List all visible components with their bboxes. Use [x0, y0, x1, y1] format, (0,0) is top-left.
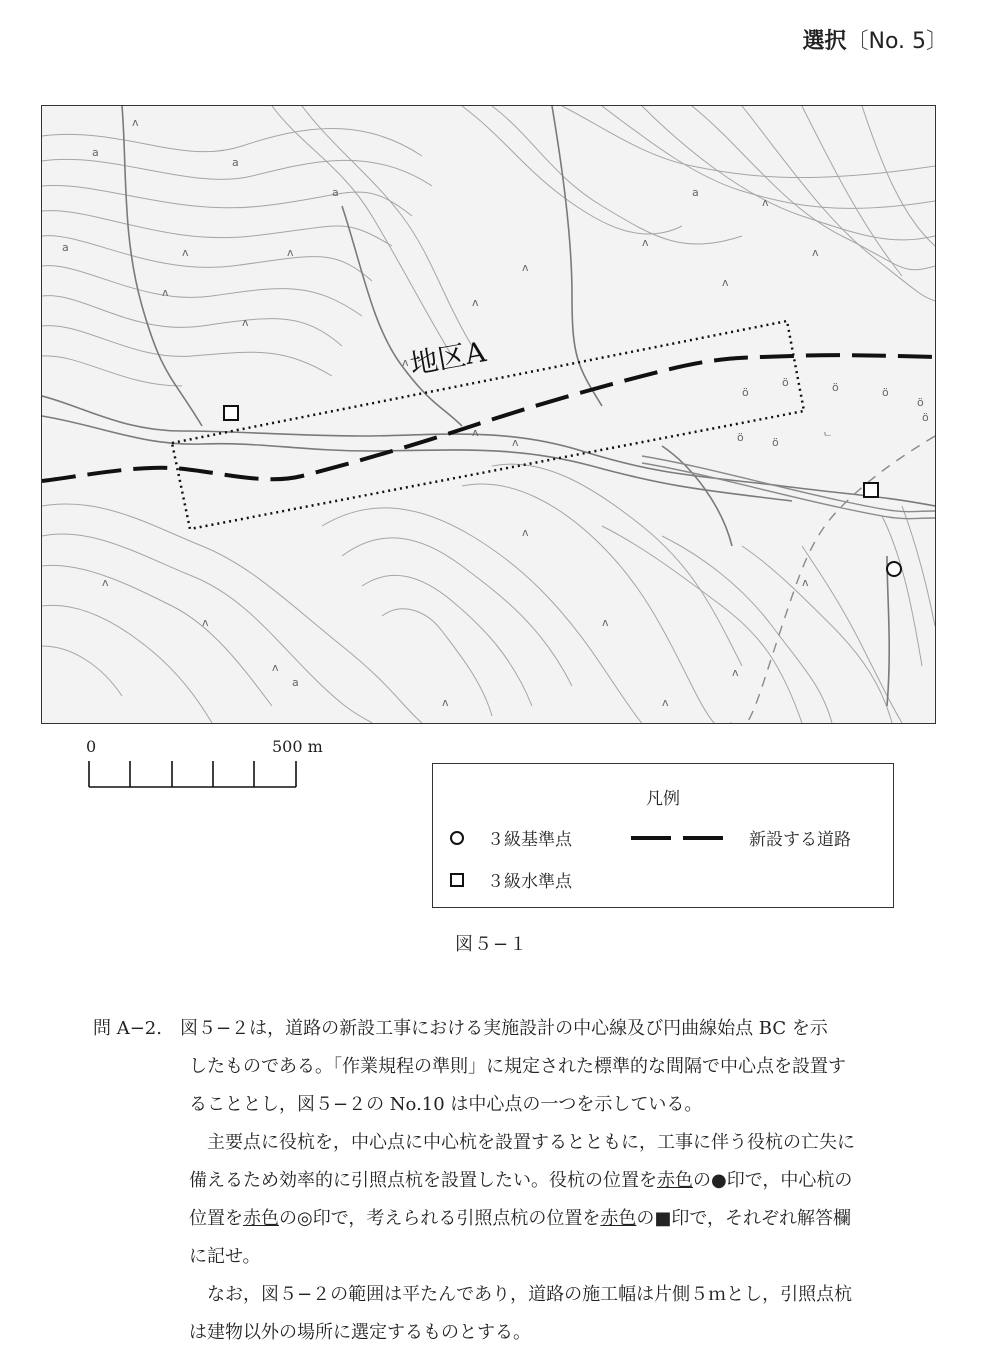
level-benchmark-square-icon [864, 483, 878, 497]
legend-item-new-road [631, 825, 851, 850]
svg-text:ʌ: ʌ [162, 286, 169, 299]
question-para3-line1: なお，図５−２の範囲は平たんであり，道路の施工幅は片側５ｍとし，引照点杭 [207, 1284, 853, 1305]
level-benchmark-square-icon [224, 406, 238, 420]
svg-text:ʌ: ʌ [182, 246, 189, 259]
svg-text:ö: ö [832, 381, 839, 394]
svg-text:ʌ: ʌ [287, 246, 294, 259]
svg-text:ʌ: ʌ [442, 696, 449, 709]
map-drawing [42, 106, 935, 723]
question-text [93, 1010, 973, 1352]
question-para2-line2: 備えるため効率的に引照点杭を設置したい。役杭の位置を赤色の●印で，中心杭の [189, 1170, 853, 1191]
question-line-3: ることとし，図５−２の No.10 は中心点の一つを示している。 [189, 1094, 703, 1115]
svg-text:a: a [92, 146, 99, 159]
legend-item-level-benchmark [449, 867, 572, 892]
question-para2-line4: に記せ。 [189, 1246, 261, 1267]
topographic-map [41, 105, 936, 724]
question-line-2: したものである。「作業規程の準則」に規定された標準的な間隔で中心点を設置す [189, 1056, 846, 1077]
header-prefix: 選択 [802, 29, 847, 54]
svg-text:ʌ: ʌ [472, 426, 479, 439]
svg-text:a: a [232, 156, 239, 169]
legend-item-control-point [449, 825, 572, 850]
square-icon [449, 872, 465, 888]
scale-bar [86, 737, 326, 797]
svg-text:ʌ: ʌ [802, 576, 809, 589]
area-a-label: 地区A [407, 335, 489, 381]
dashed-line-icon [631, 830, 723, 846]
area-a-boundary [172, 321, 804, 529]
svg-text:a: a [692, 186, 699, 199]
svg-text:ʌ: ʌ [732, 666, 739, 679]
svg-text:ʌ: ʌ [522, 261, 529, 274]
question-para2-line1: 主要点に役杭を，中心点に中心杭を設置するとともに，工事に伴う役杭の亡失に [207, 1132, 855, 1153]
question-para3-line2: は建物以外の場所に選定するものとする。 [189, 1322, 531, 1343]
svg-text:ö: ö [882, 386, 889, 399]
svg-text:ʌ: ʌ [642, 236, 649, 249]
svg-text:ʌ: ʌ [242, 316, 249, 329]
svg-text:ʌ: ʌ [402, 356, 409, 369]
header-number: 〔No. 5〕 [846, 29, 948, 54]
scale-start-label: 0 [86, 737, 97, 756]
svg-text:a: a [332, 186, 339, 199]
svg-text:ʌ: ʌ [512, 436, 519, 449]
svg-text:a: a [62, 241, 69, 254]
scale-ruler [86, 759, 301, 799]
river-lines [42, 106, 935, 706]
legend-label: 新設する道路 [749, 830, 851, 850]
svg-text:ʌ: ʌ [662, 696, 669, 709]
question-para2-line3: 位置を赤色の◎印で，考えられる引照点杭の位置を赤色の■印で，それぞれ解答欄 [189, 1208, 852, 1229]
svg-text:ʌ: ʌ [762, 196, 769, 209]
question-line-1: 問 A−2. 図５−２は，道路の新設工事における実施設計の中心線及び円曲線始点 BC を示 [93, 1018, 828, 1039]
svg-text:ᄂ: ᄂ [822, 431, 833, 444]
svg-text:ö: ö [782, 376, 789, 389]
svg-text:ʌ: ʌ [722, 276, 729, 289]
map-symbols [62, 116, 929, 709]
svg-text:a: a [292, 676, 299, 689]
legend-title: 凡例 [646, 789, 680, 809]
svg-text:ʌ: ʌ [202, 616, 209, 629]
svg-text:ʌ: ʌ [812, 246, 819, 259]
svg-text:ʌ: ʌ [472, 296, 479, 309]
svg-text:ʌ: ʌ [522, 526, 529, 539]
svg-text:ʌ: ʌ [132, 116, 139, 129]
new-road-line [42, 355, 935, 481]
svg-text:ʌ: ʌ [102, 576, 109, 589]
legend-label: ３級基準点 [487, 830, 572, 850]
svg-text:ʌ: ʌ [602, 616, 609, 629]
svg-text:ö: ö [742, 386, 749, 399]
map-legend [432, 763, 894, 908]
svg-text:ö: ö [922, 411, 929, 424]
question-header [802, 24, 948, 55]
figure-caption: 図５−１ [455, 934, 529, 955]
svg-text:ö: ö [917, 396, 924, 409]
legend-label: ３級水準点 [487, 872, 572, 892]
svg-text:ö: ö [737, 431, 744, 444]
control-point-circle-icon [887, 562, 901, 576]
svg-text:ʌ: ʌ [272, 661, 279, 674]
question-number: 問 A−2. [93, 1018, 162, 1039]
svg-text:ö: ö [772, 436, 779, 449]
scale-end-label: 500 m [272, 737, 323, 756]
circle-icon [449, 830, 465, 846]
contour-lines [42, 106, 935, 723]
